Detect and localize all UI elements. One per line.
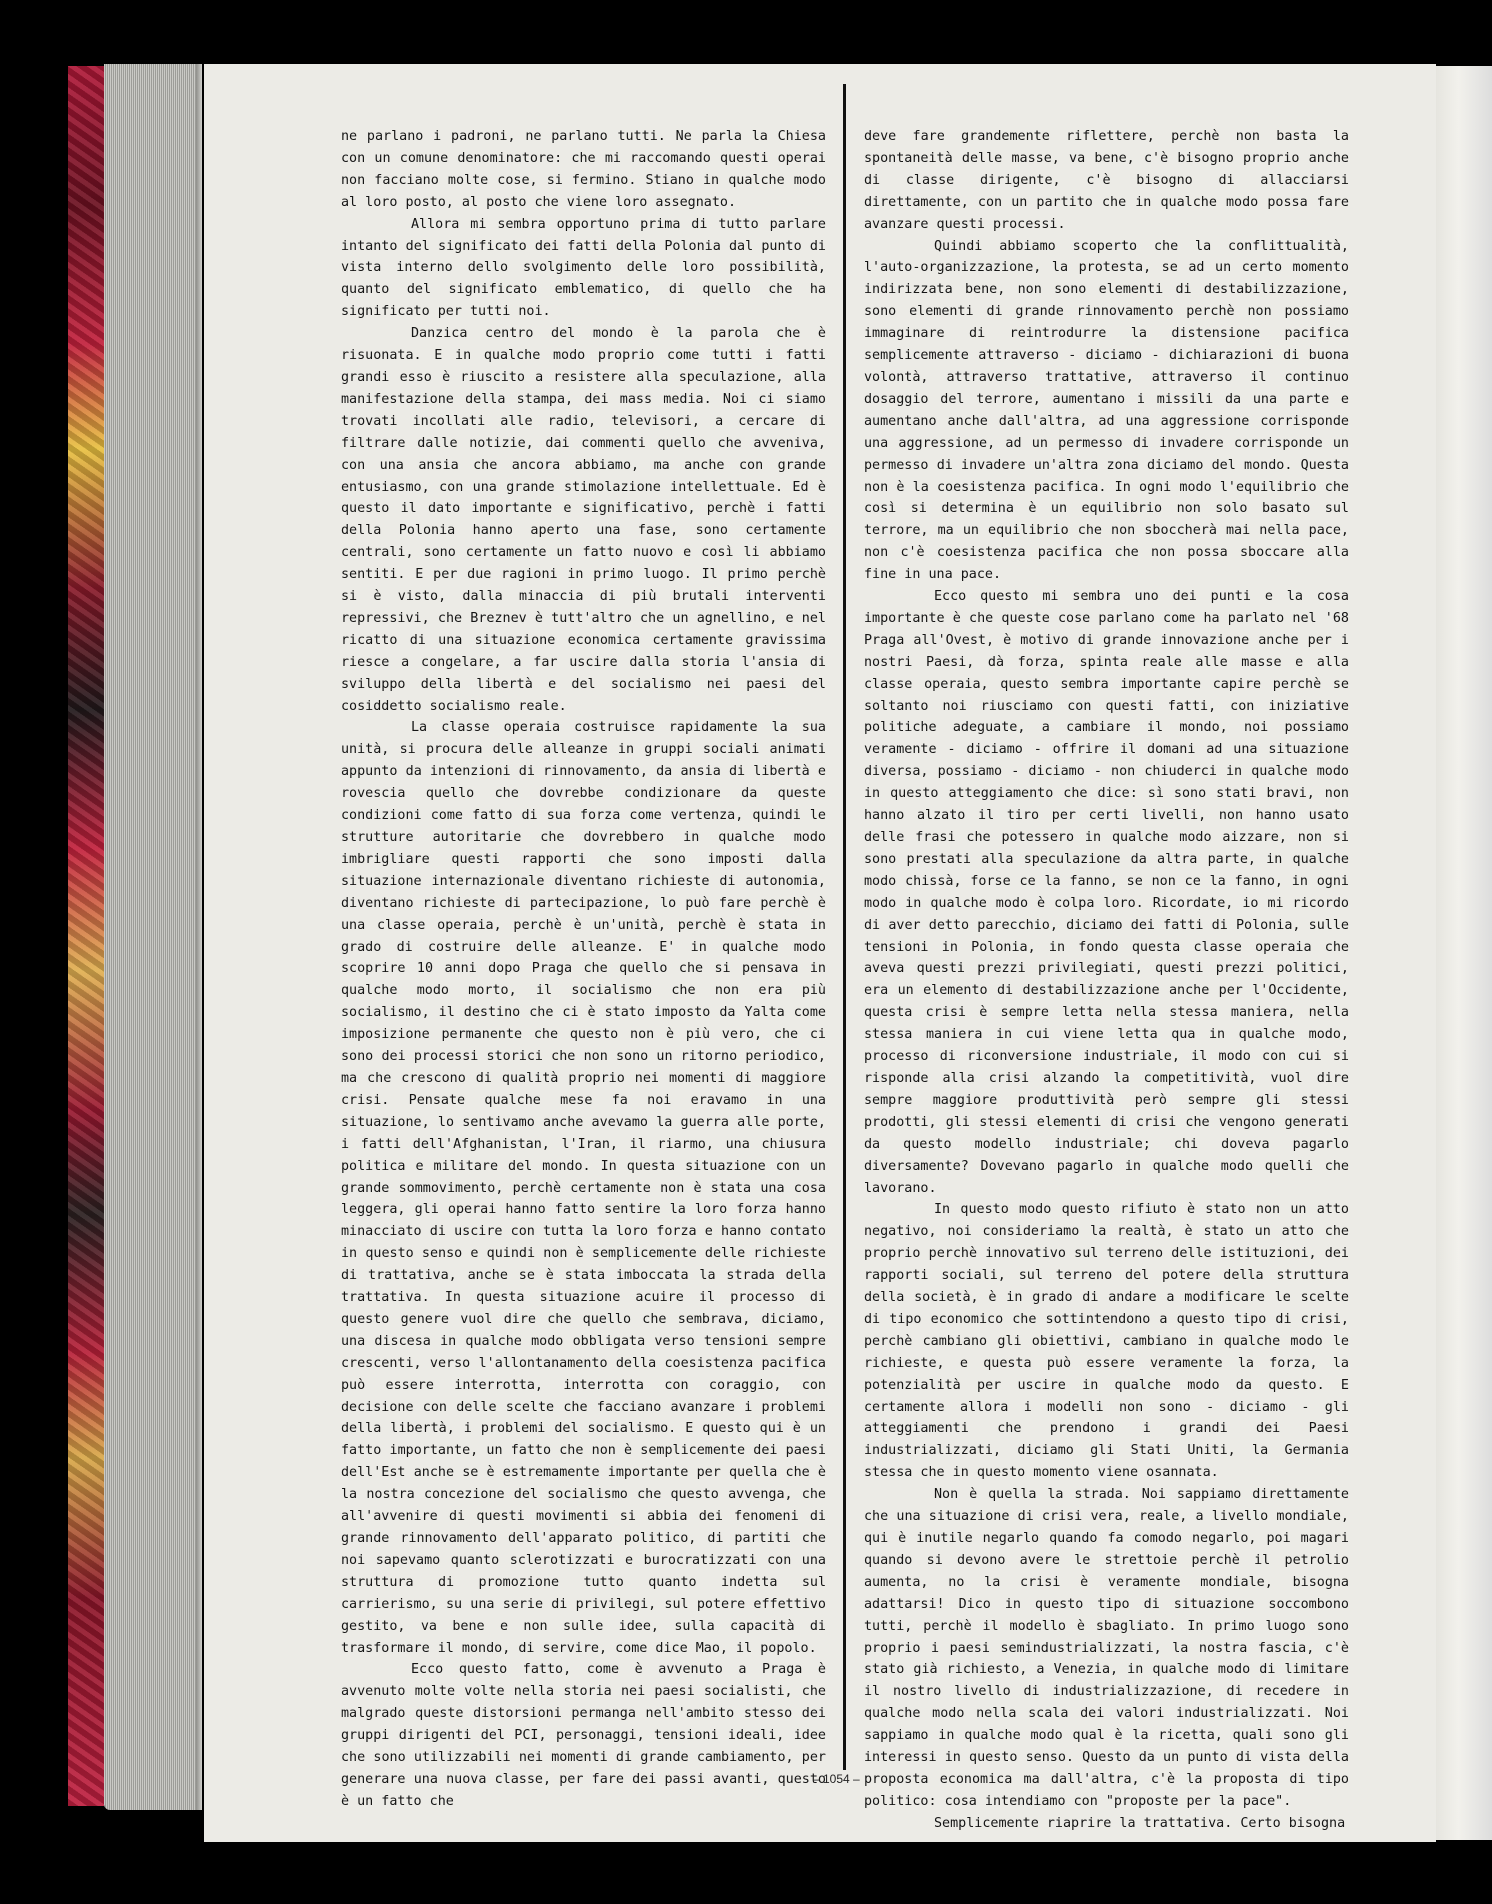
left-paragraph-3: Danzica centro del mondo è la parola che è risuonata. E in qualche modo proprio come tutti i fatti grandi esso è riuscito a resistere alla speculazione, alla manifestazione della stampa, dei mass media. Noi ci siamo trovati incollati alle radio, televisori, a cercare di filtrare dalle notizie, dai commenti quello che avveniva, con una ansia che ancora abbiamo, ma anche con grande entusiasmo, con una grande stimolazione intellettuale. Ed è questo il dato importante e significativo, perchè i fatti della Polonia hanno aperto una fase, sono certamente centrali, sono certamente un fatto nuovo e così li abbiamo sentiti. E per due ragioni in primo luogo. Il primo perchè si è visto, dalla minaccia di più brutali interventi repressivi, che Breznev è tutt'altro che un agnellino, e nel ricatto di una situazione economica certamente gravissima riesce a congelare, a far uscire dalla storia l'ansia di sviluppo della libertà e del socialismo nei paesi del cosiddetto socialismo reale. [341,326,826,714]
right-paragraph-1: deve fare grandemente riflettere, perchè non basta la spontaneità delle masse, va bene, c'è bisogno proprio anche di classe dirigente, c'è bisogno di allacciarsi direttamente, con un partito che in qualche modo possa fare avanzare questi processi. [864,129,1349,232]
right-paragraph-4: In questo modo questo rifiuto è stato non un atto negativo, noi consideriamo la realtà, è stato un atto che proprio perchè innovativo sul terreno delle istituzioni, dei rapporti sociali, sul terreno del potere della struttura della società, è in grado di andare a modificare le scelte di tipo economico che sottintendono a questo tipo di crisi, perchè cambiano gli obiettivi, cambiano in qualche modo le richieste, e questa può essere veramente la forza, la potenzialità per uscire in qualche modo da questo. E certamente allora i modelli non sono - diciamo - gli atteggiamenti che prendono i grandi dei Paesi industrializzati, diciamo gli Stati Uniti, la Germania stessa che in questo momento viene osannata. [864,1202,1349,1481]
left-paragraph-1: ne parlano i padroni, ne parlano tutti. Ne parla la Chiesa con un comune denominatore: che mi raccomando questi operai non facciano molte cose, si fermino. Stiano in qualche modo al loro posto, al posto che viene loro assegnato. [341,129,826,210]
page-block-edge [104,64,202,1810]
book-cover-edge [68,66,104,1806]
right-paragraph-5: Non è quella la strada. Noi sappiamo direttamente che una situazione di crisi vera, reale, a livello mondiale, qui è inutile negarlo quando fa comodo negarlo, poi magari quando si devono avere le strettoie perchè il petrolio aumenta, no la crisi è veramente mondiale, bisogna adattarsi! Dico in questo tipo di situazione soccombono tutti, perchè il modello è sbagliato. In primo luogo sono proprio i paesi semindustrializzati, la nostra fascia, c'è stato già richiesto, a Venezia, in qualche modo di limitare il nostro livello di industrializzazione, di recedere in qualche modo nella scala dei valori industrializzati. Noi sappiamo in qualche modo qual è la ricetta, quali sono gli interessi in questo senso. Questo da un punto di vista della proposta economica ma dall'altra, c'è la proposta di tipo politico: cosa intendiamo con "proposte per la pace". [864,1487,1349,1809]
left-column [341,126,826,1813]
left-paragraph-5: Ecco questo fatto, come è avvenuto a Praga è avvenuto molte volte nella storia nei paesi socialisti, che malgrado queste distorsioni permanga nell'ambito stesso dei gruppi dirigenti del PCI, personaggi, tensioni ideali, idee che sono utilizzabili nei momenti di grande cambiamento, per generare una nuova classe, per fare dei passi avanti, questo è un fatto che [341,1662,826,1809]
right-column [864,126,1349,1835]
right-paragraph-3: Ecco questo mi sembra uno dei punti e la cosa importante è che queste cose parlano come ha parlato nel '68 Praga all'Ovest, è motivo di grande innovazione anche per i nostri Paesi, dà forza, spinta reale alle masse e alla classe operaia, questo sembra importante capire perchè se soltanto noi riusciamo con questi fatti, con iniziative politiche adeguate, a cambiare il mondo, noi possiamo veramente - diciamo - offrire il domani ad una situazione diversa, possiamo - diciamo - non chiuderci in qualche modo in questo atteggiamento che dice: sì sono stati bravi, non hanno alzato il tiro per certi livelli, non hanno usato delle frasi che potessero in qualche modo aizzare, non si sono prestati alla speculazione da altra parte, in qualche modo chissà, forse ce la fanno, se non ce la fanno, in ogni modo in qualche modo è colpa loro. Ricordate, io mi ricordo di aver detto parecchio, diciamo dei fatti di Polonia, sulle tensioni in Polonia, in fondo questa classe operaia che aveva questi prezzi privilegiati, questi prezzi politici, era un elemento di destabilizzazione anche per l'Occidente, questa crisi è sempre letta nella stessa maniera, nella stessa maniera in cui viene letta qua in qualche modo, processo di riconversione industriale, il modo con cui si risponde alla crisi alzando la competitività, vuol dire sempre maggiore produttività però sempre gli stessi prodotti, gli stessi elementi di crisi che vengono generati da questo modello industriale; chi doveva pagarlo diversamente? Dovevano pagarlo in qualche modo quelli che lavorano. [864,589,1349,1196]
left-paragraph-4: La classe operaia costruisce rapidamente la sua unità, si procura delle alleanze in gruppi sociali animati appunto da intenzioni di rinnovamento, da ansia di libertà e rovescia quello che dovrebbe condizionare da queste condizioni come fatto di sua forza come vertenza, quindi le strutture autoritarie che dovrebbero in qualche modo imbrigliare questi rapporti che sono imposti dalla situazione internazionale diventano richieste di autonomia, diventano richieste di partecipazione, lo può fare perchè è una classe operaia, perchè è un'unità, perchè è stata in grado di costruire delle alleanze. E' in qualche modo scoprire 10 anni dopo Praga che quello che si pensava in qualche modo morto, il socialismo che non era più socialismo, il destino che ci è stato imposto da Yalta come imposizione permanente che questo non è più vero, che ci sono dei processi storici che non sono un ritorno periodico, ma che crescono di qualità proprio nei momenti di maggiore crisi. Pensate qualche mese fa noi eravamo in una situazione, lo sentivamo anche avevamo la guerra alle porte, i fatti dell'Afghanistan, l'Iran, il riarmo, una chiusura politica e militare del mondo. In questa situazione con un grande sommovimento, perchè certamente non è stata una cosa leggera, gli operai hanno fatto sentire la loro forza hanno minacciato di uscire con tutta la loro forza e hanno contato in questo senso e quindi non è semplicemente delle richieste di trattativa, anche se è stata imboccata la strada della trattativa. In questa situazione acuire il processo di questo genere vuol dire che quello che sembrava, diciamo, una discesa in qualche modo obbligata verso tensioni sempre crescenti, verso l'allontanamento della coesistenza pacifica può essere interrotta, interrotta con coraggio, con decisione con delle scelte che facciano avanzare i problemi della libertà, i problemi del socialismo. E questo qui è un fatto importante, un fatto che non è semplicemente dei paesi dell'Est anche se è estremamente importante per quella che è la nostra concezione del socialismo che questo avvenga, che all'avvenire di questi movimenti si abbia dei fenomeni di grande rinnovamento dell'apparato politico, di partiti che noi sapevamo quanto sclerotizzati e burocratizzati con una struttura di promozione tutto quanto indetta sul carrierismo, su una serie di privilegi, sul potere effettivo gestito, va bene e non sulle idee, sulla capacità di trasformare il mondo, di servire, come dice Mao, il popolo. [341,720,826,1656]
right-paragraph-2: Quindi abbiamo scoperto che la conflittualità, l'auto-organizzazione, la protesta, se ad un certo momento indirizzata bene, non sono elementi di destabilizzazione, sono elementi di grande rinnovamento perchè non possiamo immaginare di reintrodurre la distensione pacifica semplicemente attraverso - diciamo - dichiarazioni di buona volontà, attraverso trattative, attraverso il continuo dosaggio del terrore, aumentano i missili da una parte e aumentano anche dall'altra, ad una aggressione corrisponde una aggressione, ad un permesso di invadere corrisponde un permesso di invadere un'altra zona diciamo del mondo. Questa non è la coesistenza pacifica. In ogni modo l'equilibrio che così si determina è un equilibrio non solo basato sul terrore, ma un equilibrio che non sboccherà mai nella pace, non c'è coesistenza pacifica che non possa sboccare alla fine in una pace. [864,238,1349,583]
left-paragraph-2: Allora mi sembra opportuno prima di tutto parlare intanto del significato dei fatti della Polonia dal punto di vista interno dello svolgimento delle loro possibilità, quanto del significato emblematico, di quello che ha significato per tutti noi. [341,216,826,320]
column-divider [843,84,846,1770]
next-page-edge [1436,66,1492,1840]
page-number: – 1054 – [813,1772,860,1786]
right-paragraph-6: Semplicemente riaprire la trattativa. Certo bisogna [934,1815,1346,1831]
